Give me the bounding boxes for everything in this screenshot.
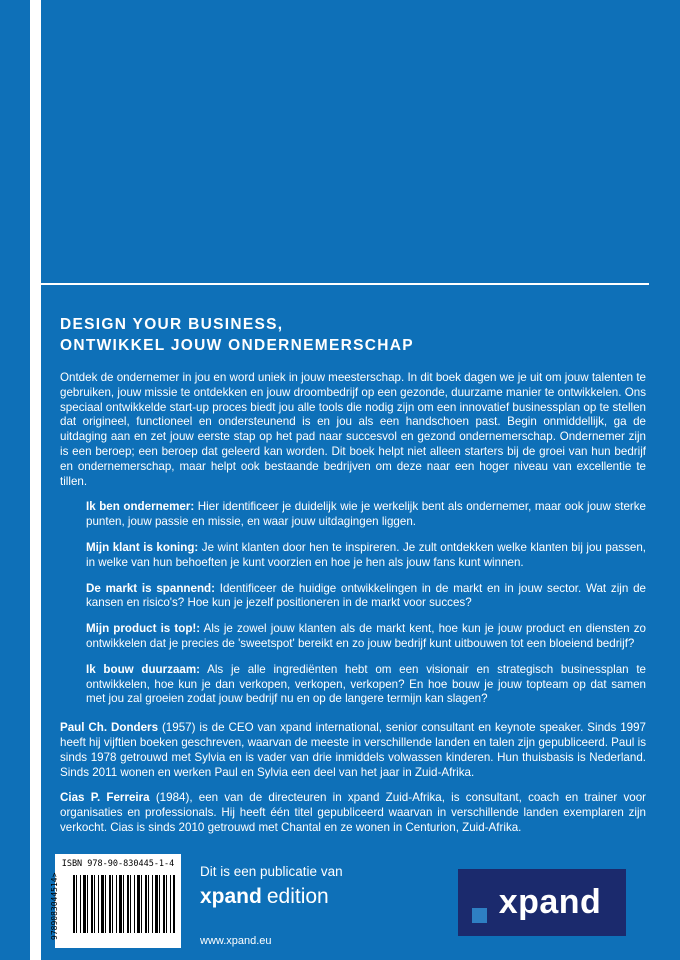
section-item <box>86 541 646 571</box>
section-text: Identificeer de huidige ontwikkelingen in de markt en in jouw sector. Wat zijn de kansen en risico's? Hoe kun je jezelf positioneren in de markt voor succes? <box>86 581 646 610</box>
book-title <box>60 314 646 356</box>
page-edge-strip <box>30 0 41 960</box>
publisher-note <box>200 864 343 909</box>
section-lead: Mijn product is top!: <box>86 622 201 636</box>
author-name: Cias P. Ferreira <box>60 791 150 805</box>
barcode-bars <box>73 875 175 933</box>
author-bio <box>60 721 646 780</box>
section-lead: Ik ben ondernemer: <box>86 500 195 514</box>
intro-paragraph: Ontdek de ondernemer in jou en word uniek in jouw meesterschap. In dit boek dagen we je uit om jouw talenten te gebruiken, jouw missie te ontdekken en jouw droombedrijf op een gezonde, duurzame manier te ontwikkelen. Ons speciaal ontwikkelde start-up proces biedt jou alle tools die nodig zijn om een innovatief businessplan op te stellen dat origineel, functioneel en ondersteunend is en jou als een handschoen past. Begin onmiddellijk, ga de uitdaging aan en zet jouw eerste stap op het pad naar succesvol en gezond ondernemerschap. Ondernemer zijn is een beroep; een beroep dat geleerd kan worden. Dit boek helpt niet alleen starters bij de groei van hun bedrijf en ondernemerschap, maar helpt ook bestaande bedrijven om deze naar een hoger niveau van excellentie te tillen. <box>60 371 646 488</box>
logo-text: xpand <box>498 883 602 921</box>
section-item <box>86 622 646 652</box>
brand-name: xpand <box>200 885 262 908</box>
logo-square <box>472 908 487 923</box>
section-text: Als je zowel jouw klanten als de markt kent, hoe kun je jouw product en diensten zo ontwikkelen dat je precies de 'sweetspot' bereikt en zo jouw bedrijf kunt uitbouwen tot een bloeiend bedrijf? <box>86 622 646 650</box>
author-bios <box>60 721 646 836</box>
publisher-brand <box>200 885 343 909</box>
divider-line <box>41 283 649 285</box>
isbn-label: ISBN 978-90-830445-1-4 <box>61 859 175 869</box>
barcode-number: 9789083044514> <box>50 872 59 940</box>
website-url: www.xpand.eu <box>200 935 272 947</box>
section-item <box>86 500 646 530</box>
section-text: Je wint klanten door hen te inspireren. Je zult ontdekken welke klanten bij jou passen, in welke van hun behoeften je kunt voorzien en hoe je hen als jouw fans kunt winnen. <box>86 540 646 569</box>
section-item <box>86 582 646 612</box>
author-name: Paul Ch. Donders <box>60 721 159 735</box>
section-lead: Ik bouw duurzaam: <box>86 662 201 676</box>
publisher-logo <box>458 869 626 936</box>
author-text: (1984), een van de directeuren in xpand Zuid-Afrika, is consultant, coach en trainer voor organisaties en professionals. Hij heeft één titel gepubliceerd waarvan in verschillende landen exemplaren zijn verkocht. Cias is sinds 2010 getrouwd met Chantal en ze wonen in Centurion, Zuid-Afrika. <box>60 791 647 834</box>
author-text: (1957) is de CEO van xpand international, senior consultant en keynote speaker. Sinds 1997 heeft hij vijftien boeken geschreven, waarvan de meeste in verschillende landen en talen zijn gepubliceerd. Paul is sinds 1978 getrouwd met Sylvia en is vader van drie inmiddels volwassen kinderen. Hun thuisbasis is Nederland. Sinds 2011 wonen en werken Paul en Sylvia een deel van het jaar in Zuid-Afrika. <box>60 721 646 779</box>
publication-line: Dit is een publicatie van <box>200 864 343 879</box>
book-title-line2: ONTWIKKEL JOUW ONDERNEMERSCHAP <box>60 337 414 354</box>
section-lead: De markt is spannend: <box>86 581 215 595</box>
book-title-line1: DESIGN YOUR BUSINESS, <box>60 316 284 333</box>
brand-suffix: edition <box>266 885 329 908</box>
barcode <box>50 854 181 948</box>
section-item <box>86 663 646 707</box>
section-lead: Mijn klant is koning: <box>86 540 199 554</box>
section-text: Als je alle ingrediënten hebt om een visionair en strategisch businessplan te ontwikkelen, hoe kun je dan verkopen, verkopen, verkopen? En hoe bouw je jouw topteam op dat samen met jou zal groeien zodat jouw bedrijf nu en op de langere termijn kan slagen? <box>86 662 646 706</box>
cover-content <box>60 314 646 847</box>
author-bio <box>60 791 646 835</box>
section-text: Hier identificeer je duidelijk wie je werkelijk bent als ondernemer, maar ook jouw sterke punten, jouw passie en missie, en waar jouw uitdagingen liggen. <box>86 500 646 529</box>
